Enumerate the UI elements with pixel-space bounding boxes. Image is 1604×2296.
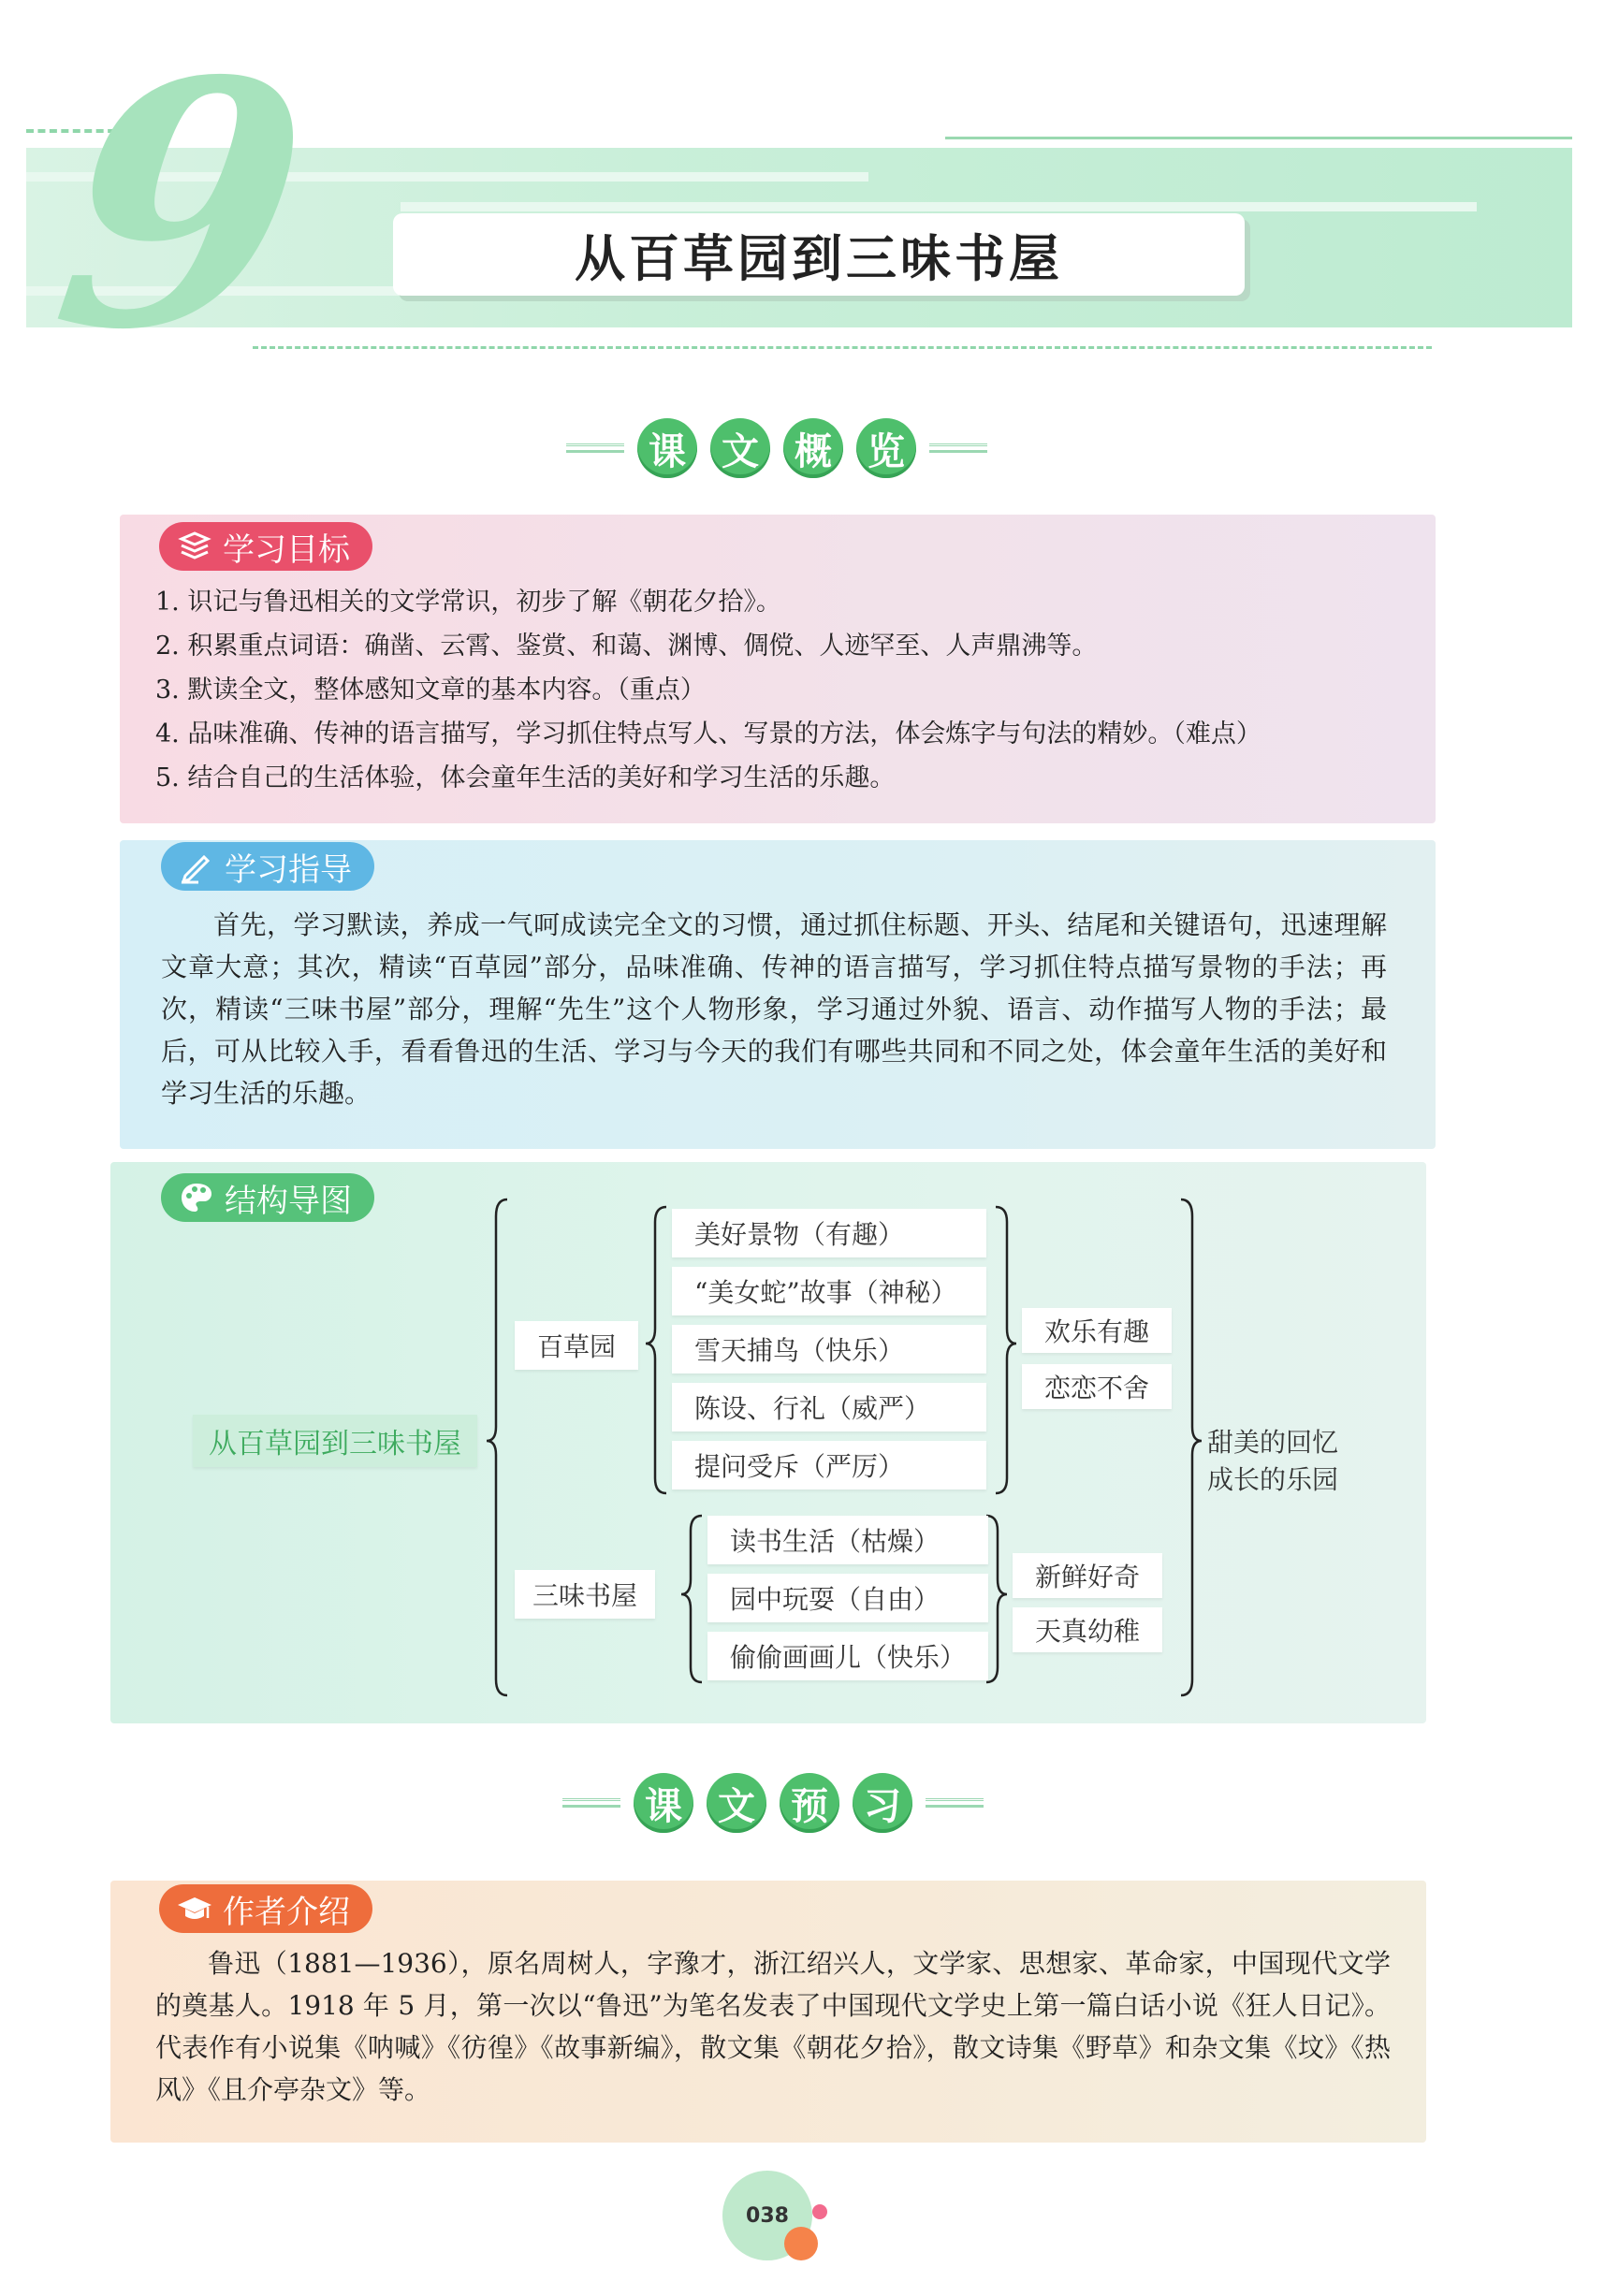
map-feeling: 恋恋不舍 xyxy=(1022,1364,1172,1409)
list-item: 4. 品味准确、传神的语言描写，学习抓住特点写人、写景的方法，体会炼字与句法的精妙。（难点） xyxy=(155,719,1261,748)
map-feeling: 天真幼稚 xyxy=(1013,1607,1162,1652)
map-item: 雪天捕鸟（快乐） xyxy=(672,1325,986,1373)
learning-guide-tag xyxy=(161,842,374,891)
heading-char: 文 xyxy=(710,418,770,478)
map-summary-line: 成长的乐园 xyxy=(1207,1464,1339,1495)
heading-char: 概 xyxy=(783,418,843,478)
overview-heading xyxy=(561,415,992,481)
structure-map-tag xyxy=(161,1173,374,1222)
heading-char: 课 xyxy=(634,1773,693,1833)
title-box xyxy=(393,213,1245,296)
map-item: 美好景物（有趣） xyxy=(672,1209,986,1257)
heading-char: 预 xyxy=(780,1773,839,1833)
preview-heading xyxy=(558,1770,988,1836)
author-intro-label: 作者介绍 xyxy=(223,1893,350,1931)
palette-icon xyxy=(178,1179,215,1216)
graduation-cap-icon xyxy=(176,1890,213,1927)
map-root-node: 从百草园到三味书屋 xyxy=(193,1415,477,1467)
heading-char: 课 xyxy=(637,418,697,478)
map-item: 提问受斥（严厉） xyxy=(672,1441,986,1489)
list-item: 3. 默读全文，整体感知文章的基本内容。（重点） xyxy=(155,676,706,705)
map-item: 偷偷画画儿（快乐） xyxy=(707,1632,988,1680)
pencil-icon xyxy=(178,848,215,885)
decor-dot-orange xyxy=(784,2227,818,2260)
learning-goals-tag xyxy=(159,522,372,571)
lesson-number: 9 xyxy=(37,7,328,403)
heading-rule-left xyxy=(562,1798,620,1808)
header-line-right xyxy=(945,137,1572,139)
list-item: 1. 识记与鲁迅相关的文学常识，初步了解《朝花夕拾》。 xyxy=(155,588,781,617)
map-item: 园中玩耍（自由） xyxy=(707,1574,988,1622)
header-dash-bottom xyxy=(253,346,1432,349)
map-item: 读书生活（枯燥） xyxy=(707,1516,988,1564)
author-intro-tag xyxy=(159,1884,372,1933)
learning-goals-list xyxy=(155,580,1400,800)
heading-char: 文 xyxy=(707,1773,766,1833)
decor-dot-pink xyxy=(812,2204,827,2219)
page-title: 从百草园到三味书屋 xyxy=(575,227,1063,288)
map-feeling: 欢乐有趣 xyxy=(1022,1308,1172,1353)
page-number-text: 038 xyxy=(746,2203,789,2228)
structure-map-label: 结构导图 xyxy=(225,1182,352,1220)
heading-rule-left xyxy=(566,443,624,453)
heading-rule-right xyxy=(929,443,987,453)
map-branch-sanweishuwu: 三味书屋 xyxy=(515,1570,655,1619)
author-intro-text: 鲁迅（1881—1936），原名周树人，字豫才，浙江绍兴人，文学家、思想家、革命家，中国现代文学的奠基人。1918 年 5 月，第一次以“鲁迅”为笔名发表了中国现代文学史上第一篇白话小说《狂人日记》。代表作有小说集《呐喊》《彷徨》《故事新编》，散文集《朝花夕拾》，散文诗集《野草》和杂文集《坟》《热风》《且介亭杂文》等。 xyxy=(155,1948,1391,2105)
map-feeling: 新鲜好奇 xyxy=(1013,1553,1162,1598)
learning-guide-text: 首先，学习默读，养成一气呵成读完全文的习惯，通过抓住标题、开头、结尾和关键语句，迅速理解文章大意；其次，精读“百草园”部分，品味准确、传神的语言描写，学习抓住特点描写景物的手法；再次，精读“三味书屋”部分，理解“先生”这个人物形象，学习通过外貌、语言、动作描写人物的手法；最后，可从比较入手，看看鲁迅的生活、学习与今天的我们有哪些共同和不同之处，体会童年生活的美好和学习生活的乐趣。 xyxy=(161,909,1387,1109)
learning-goals-label: 学习目标 xyxy=(223,530,350,569)
list-item: 5. 结合自己的生活体验，体会童年生活的美好和学习生活的乐趣。 xyxy=(155,763,896,792)
heading-char: 览 xyxy=(856,418,916,478)
list-item: 2. 积累重点词语：确凿、云霄、鉴赏、和蔼、渊博、倜傥、人迹罕至、人声鼎沸等。 xyxy=(155,632,1098,661)
learning-guide-label: 学习指导 xyxy=(225,850,352,889)
map-branch-baicaoyuan: 百草园 xyxy=(515,1321,638,1370)
map-item: 陈设、行礼（威严） xyxy=(672,1383,986,1431)
map-item: “美女蛇”故事（神秘） xyxy=(672,1267,986,1315)
heading-rule-right xyxy=(926,1798,984,1808)
map-summary-line: 甜美的回忆 xyxy=(1207,1427,1339,1458)
map-summary xyxy=(1207,1424,1394,1499)
heading-char: 习 xyxy=(853,1773,912,1833)
book-stack-icon xyxy=(176,528,213,565)
